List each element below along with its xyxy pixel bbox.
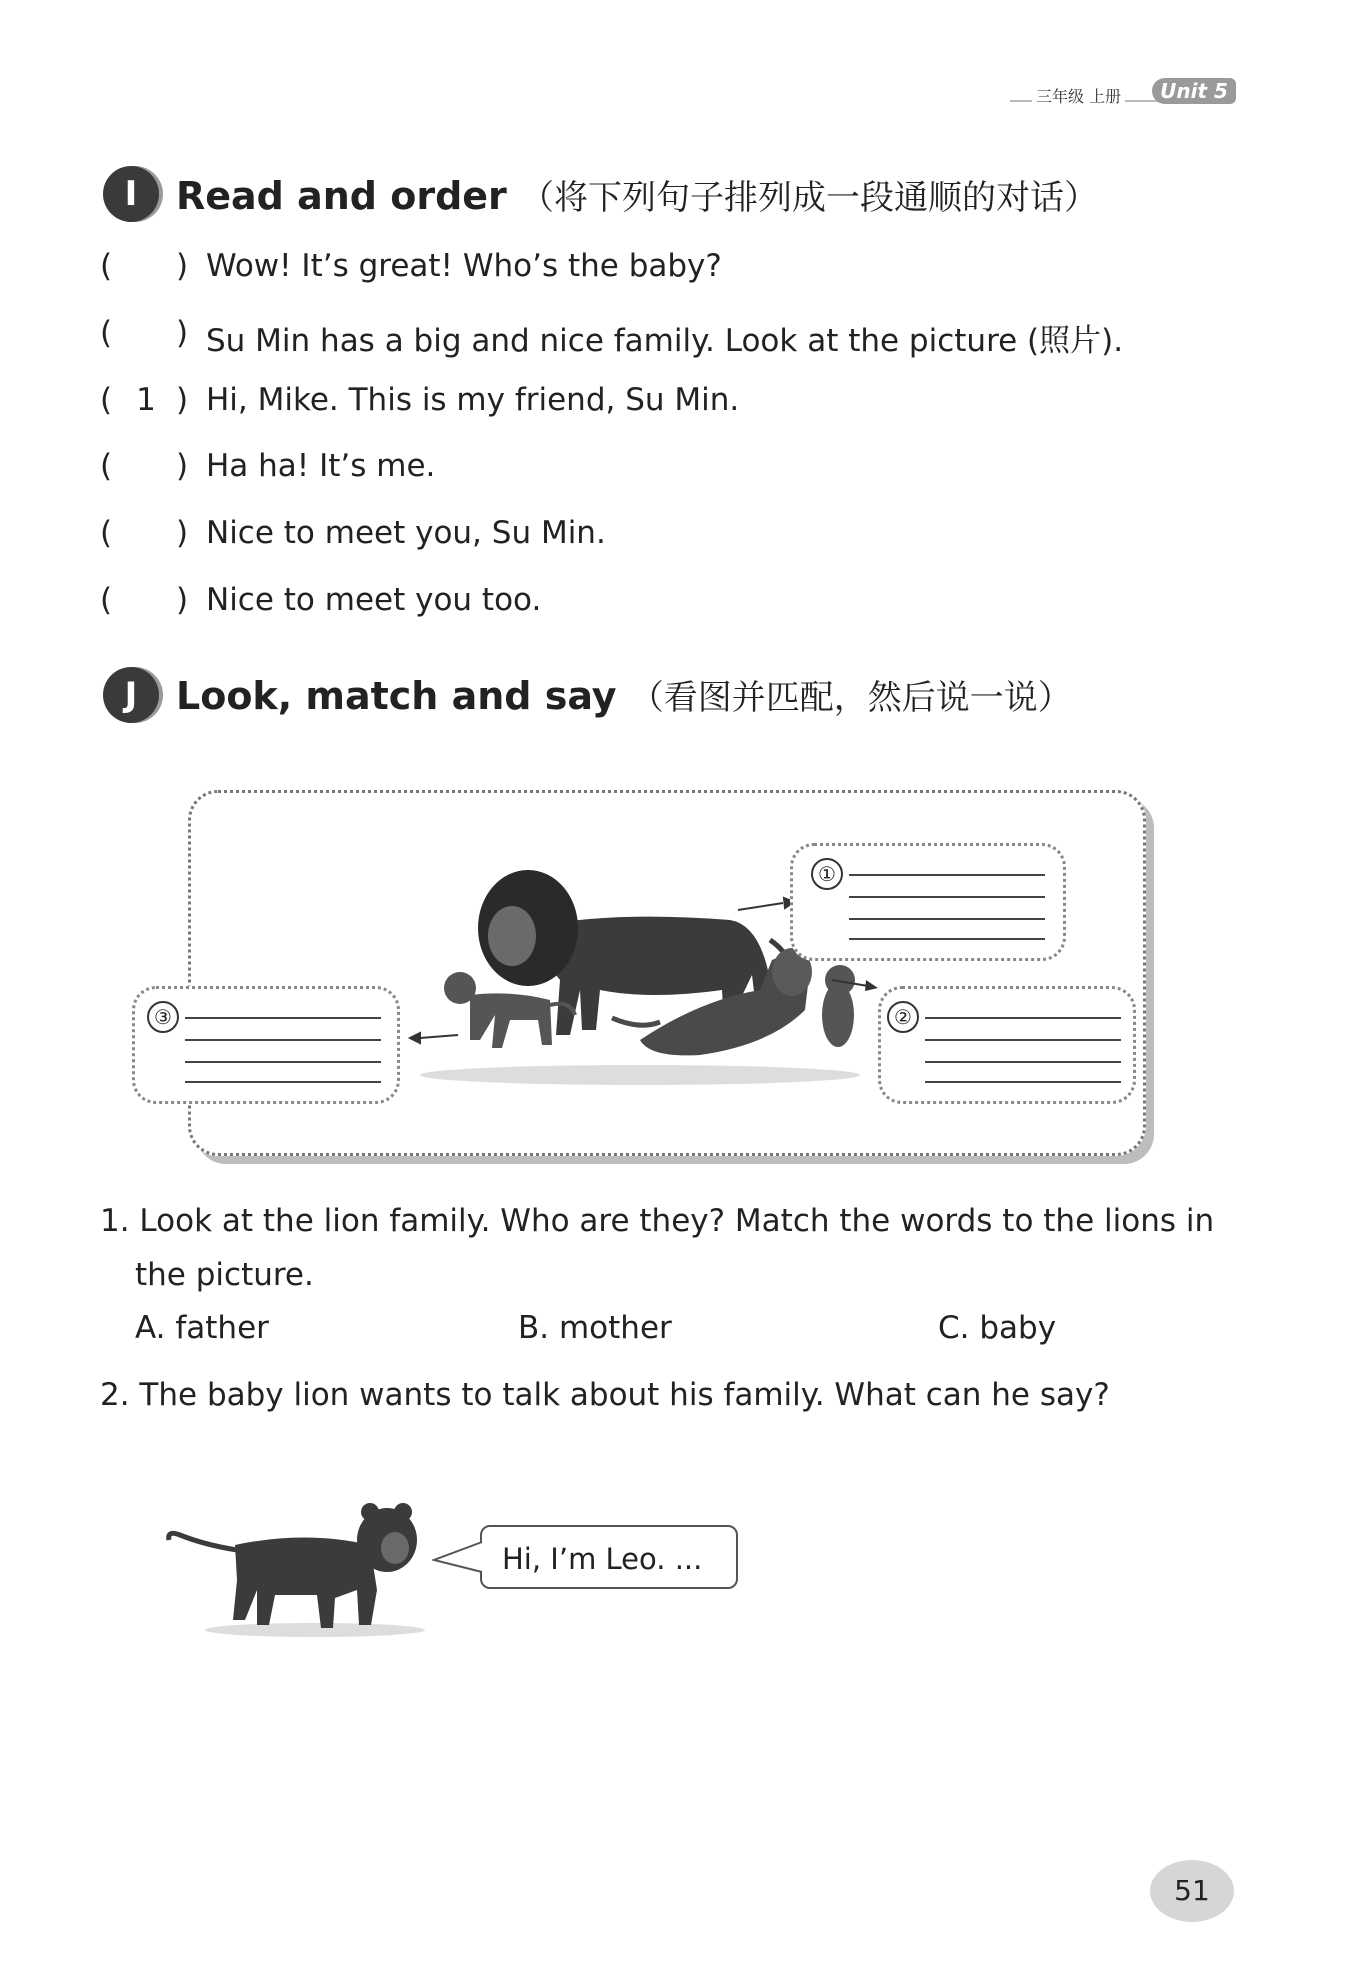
section-j-heading: [176, 670, 1072, 719]
page-header: [1010, 78, 1230, 112]
order-sentence: Ha ha! It’s me.: [206, 448, 436, 484]
write-line: [185, 1081, 381, 1083]
write-line: [849, 918, 1045, 920]
section-j-badge: J: [103, 667, 159, 723]
option-father: A. father: [135, 1310, 269, 1346]
grade-label: 三年级 上册: [1032, 84, 1125, 107]
question-2: 2. The baby lion wants to talk about his family. What can he say?: [100, 1377, 1110, 1413]
section-i-badge: I: [103, 166, 159, 222]
write-line: [185, 1061, 381, 1063]
answer-box-2[interactable]: [878, 986, 1136, 1104]
write-line: [925, 1061, 1121, 1063]
write-line: [849, 874, 1045, 876]
speech-bubble[interactable]: Hi, I’m Leo. ...: [480, 1525, 738, 1589]
unit-tab: Unit 5: [1152, 78, 1236, 104]
write-line: [185, 1017, 381, 1019]
order-answer-blank[interactable]: 1: [136, 382, 156, 418]
box-number: ①: [811, 858, 843, 890]
write-line: [925, 1039, 1121, 1041]
question-1-line-1: 1. Look at the lion family. Who are they? Match the words to the lions in: [100, 1203, 1215, 1239]
order-sentence: Hi, Mike. This is my friend, Su Min.: [206, 382, 740, 418]
answer-box-1[interactable]: [790, 843, 1066, 961]
order-sentence: Su Min has a big and nice family. Look at the picture (照片).: [206, 323, 1124, 359]
option-mother: B. mother: [518, 1310, 672, 1346]
pointer-arrows: [408, 895, 808, 1045]
question-1-line-2: the picture.: [135, 1257, 314, 1293]
speech-bubble-tail: [432, 1538, 484, 1578]
answer-box-3[interactable]: [132, 986, 400, 1104]
write-line: [849, 896, 1045, 898]
option-baby: C. baby: [938, 1310, 1057, 1346]
section-i-title: Read and order: [176, 174, 507, 218]
write-line: [925, 1081, 1121, 1083]
write-line: [925, 1017, 1121, 1019]
section-i-heading: [176, 170, 1098, 219]
write-line: [185, 1039, 381, 1041]
box-number: ②: [887, 1001, 919, 1033]
page-number: 51: [1150, 1860, 1234, 1922]
order-sentence: Nice to meet you, Su Min.: [206, 515, 606, 551]
order-sentence: Nice to meet you too.: [206, 582, 542, 618]
section-j-subtitle: （看图并匹配，然后说一说）: [629, 678, 1072, 718]
section-i-subtitle: （将下列句子排列成一段通顺的对话）: [520, 178, 1099, 218]
arrow-to-box-2: [830, 975, 880, 995]
lion-cub-leo: [165, 1490, 445, 1640]
write-line: [849, 938, 1045, 940]
box-number: ③: [147, 1001, 179, 1033]
section-j-title: Look, match and say: [176, 674, 617, 718]
order-sentence: Wow! It’s great! Who’s the baby?: [206, 248, 722, 284]
